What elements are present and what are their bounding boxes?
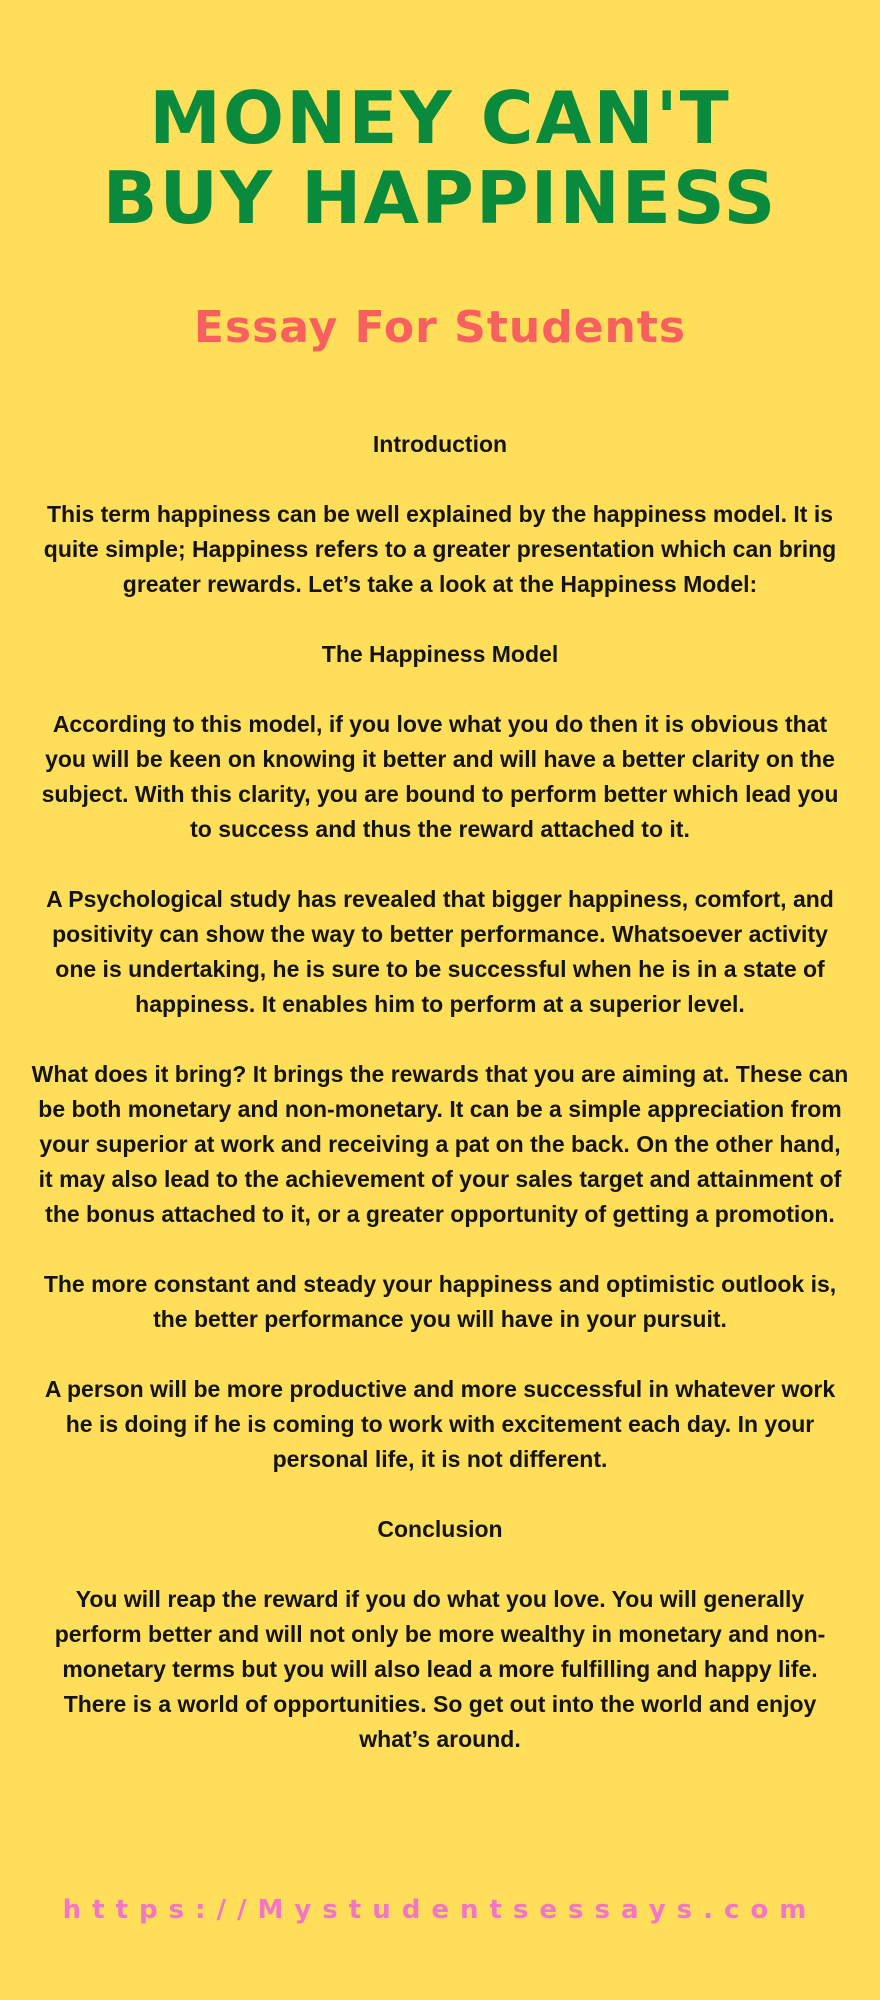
introduction-paragraph: This term happiness can be well explained by the happiness model. It is quite simple; Happiness refers to a greater presentation which can bring greater rewards. Let’s take a look at the Happiness Model: bbox=[43, 501, 837, 597]
body-paragraph: The more constant and steady your happiness and optimistic outlook is, the better performance you will have in your pursuit. bbox=[43, 1271, 837, 1332]
conclusion-paragraph: You will reap the reward if you do what you love. You will generally perform better and will not only be more wealthy in monetary and non-monetary terms but you will also lead a more fulfilling and happy life. There is a world of opportunities. So get out into the world and enjoy what’s around. bbox=[54, 1586, 826, 1752]
website-url: https://Mystudentsessays.com bbox=[62, 1895, 818, 1925]
conclusion-heading: Conclusion bbox=[377, 1516, 503, 1542]
essay-subtitle: Essay For Students bbox=[193, 302, 687, 353]
body-paragraph: According to this model, if you love what you do then it is obvious that you will be keen on knowing it better and will have a better clarity on the subject. With this clarity, you are bound to perform better which lead you to success and thus the reward attached to it. bbox=[41, 711, 839, 842]
essay-title: MONEY CAN'T BUY HAPPINESS bbox=[102, 76, 778, 240]
body-paragraph: What does it bring? It brings the rewards that you are aiming at. These can be both monetary and non-monetary. It can be a simple appreciation from your superior at work and receiving a pat on the back. On the other hand, it may also lead to the achievement of your sales target and attainment of the bonus attached to it, or a greater opportunity of getting a promotion. bbox=[31, 1061, 849, 1227]
introduction-heading: Introduction bbox=[372, 431, 508, 457]
happiness-model-heading: The Happiness Model bbox=[321, 641, 559, 667]
essay-body bbox=[30, 427, 850, 1757]
body-paragraph: A Psychological study has revealed that bigger happiness, comfort, and positivity can show the way to better performance. Whatsoever activity one is undertaking, he is sure to be successful when he is in a state of happiness. It enables him to perform at a superior level. bbox=[46, 886, 834, 1017]
body-paragraph: A person will be more productive and more successful in whatever work he is doing if he is coming to work with excitement each day. In your personal life, it is not different. bbox=[44, 1376, 836, 1472]
